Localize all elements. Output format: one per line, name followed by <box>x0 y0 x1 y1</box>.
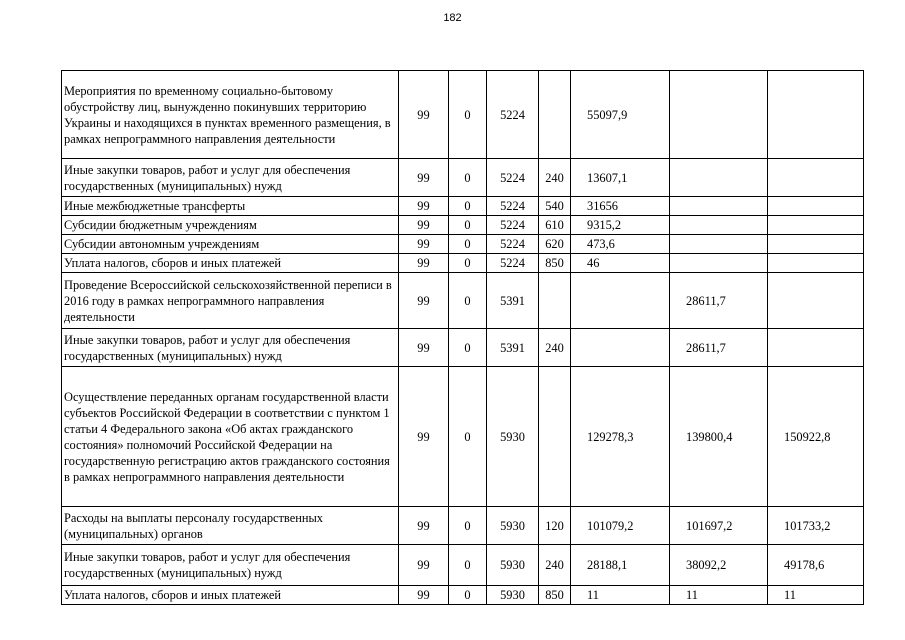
subsection-code-cell: 0 <box>449 367 487 507</box>
expense-type-cell: 850 <box>539 586 571 605</box>
row-name-cell: Уплата налогов, сборов и иных платежей <box>62 586 399 605</box>
amount-col2-cell <box>670 197 768 216</box>
table-row <box>62 197 864 216</box>
table-row <box>62 159 864 197</box>
table-row <box>62 545 864 586</box>
section-code-cell: 99 <box>399 507 449 545</box>
amount-col2-cell <box>670 71 768 159</box>
amount-col3-cell: 11 <box>768 586 864 605</box>
section-code-cell: 99 <box>399 329 449 367</box>
section-code-cell: 99 <box>399 586 449 605</box>
row-name-cell: Уплата налогов, сборов и иных платежей <box>62 254 399 273</box>
expense-type-cell <box>539 367 571 507</box>
subsection-code-cell: 0 <box>449 329 487 367</box>
amount-col3-cell <box>768 197 864 216</box>
subsection-code-cell: 0 <box>449 159 487 197</box>
amount-col1-cell: 31656 <box>571 197 670 216</box>
target-code-cell: 5224 <box>487 254 539 273</box>
expense-type-cell: 120 <box>539 507 571 545</box>
amount-col3-cell: 150922,8 <box>768 367 864 507</box>
amount-col2-cell <box>670 254 768 273</box>
amount-col2-cell: 28611,7 <box>670 329 768 367</box>
target-code-cell: 5224 <box>487 216 539 235</box>
table-row <box>62 216 864 235</box>
row-name-cell: Иные закупки товаров, работ и услуг для обеспечения государственных (муниципальных) нужд <box>62 159 399 197</box>
expense-type-cell <box>539 273 571 329</box>
row-name-cell: Осуществление переданных органам государственной власти субъектов Российской Федерации в соответствии с пунктом 1 статьи 4 Федерального закона «Об актах гражданского состояния» полномочий Российской Федерации на государственную регистрацию актов гражданского состояния в рамках непрограммного направления деятельности <box>62 367 399 507</box>
subsection-code-cell: 0 <box>449 71 487 159</box>
subsection-code-cell: 0 <box>449 254 487 273</box>
target-code-cell: 5224 <box>487 71 539 159</box>
table-row <box>62 71 864 159</box>
subsection-code-cell: 0 <box>449 586 487 605</box>
amount-col3-cell <box>768 159 864 197</box>
section-code-cell: 99 <box>399 216 449 235</box>
table-row <box>62 507 864 545</box>
amount-col1-cell <box>571 273 670 329</box>
amount-col3-cell: 101733,2 <box>768 507 864 545</box>
amount-col3-cell <box>768 71 864 159</box>
expense-type-cell: 610 <box>539 216 571 235</box>
subsection-code-cell: 0 <box>449 197 487 216</box>
subsection-code-cell: 0 <box>449 235 487 254</box>
row-name-cell: Расходы на выплаты персоналу государственных (муниципальных) органов <box>62 507 399 545</box>
expense-type-cell: 620 <box>539 235 571 254</box>
amount-col2-cell: 139800,4 <box>670 367 768 507</box>
row-name-cell: Иные межбюджетные трансферты <box>62 197 399 216</box>
amount-col1-cell: 473,6 <box>571 235 670 254</box>
expense-type-cell: 240 <box>539 329 571 367</box>
section-code-cell: 99 <box>399 367 449 507</box>
page-number: 182 <box>443 12 462 24</box>
amount-col3-cell <box>768 329 864 367</box>
amount-col2-cell <box>670 159 768 197</box>
section-code-cell: 99 <box>399 273 449 329</box>
row-name-cell: Субсидии автономным учреждениям <box>62 235 399 254</box>
table-row <box>62 254 864 273</box>
expense-type-cell <box>539 71 571 159</box>
expense-type-cell: 240 <box>539 545 571 586</box>
amount-col3-cell <box>768 235 864 254</box>
section-code-cell: 99 <box>399 545 449 586</box>
row-name-cell: Субсидии бюджетным учреждениям <box>62 216 399 235</box>
amount-col1-cell: 46 <box>571 254 670 273</box>
table-body <box>62 71 864 605</box>
amount-col1-cell: 28188,1 <box>571 545 670 586</box>
budget-table <box>61 70 864 605</box>
section-code-cell: 99 <box>399 159 449 197</box>
section-code-cell: 99 <box>399 197 449 216</box>
amount-col3-cell <box>768 273 864 329</box>
section-code-cell: 99 <box>399 235 449 254</box>
amount-col1-cell: 101079,2 <box>571 507 670 545</box>
subsection-code-cell: 0 <box>449 545 487 586</box>
target-code-cell: 5930 <box>487 367 539 507</box>
target-code-cell: 5930 <box>487 507 539 545</box>
target-code-cell: 5930 <box>487 545 539 586</box>
expense-type-cell: 850 <box>539 254 571 273</box>
target-code-cell: 5224 <box>487 235 539 254</box>
amount-col2-cell <box>670 235 768 254</box>
table-row <box>62 586 864 605</box>
expense-type-cell: 240 <box>539 159 571 197</box>
subsection-code-cell: 0 <box>449 507 487 545</box>
row-name-cell: Мероприятия по временному социально-бытовому обустройству лиц, вынужденно покинувших территорию Украины и находящихся в пунктах временного размещения, в рамках непрограммного направления деятельности <box>62 71 399 159</box>
table-row <box>62 329 864 367</box>
target-code-cell: 5224 <box>487 159 539 197</box>
target-code-cell: 5224 <box>487 197 539 216</box>
amount-col1-cell: 13607,1 <box>571 159 670 197</box>
table-row <box>62 273 864 329</box>
amount-col1-cell: 129278,3 <box>571 367 670 507</box>
expense-type-cell: 540 <box>539 197 571 216</box>
amount-col2-cell: 101697,2 <box>670 507 768 545</box>
section-code-cell: 99 <box>399 71 449 159</box>
amount-col2-cell: 11 <box>670 586 768 605</box>
amount-col3-cell: 49178,6 <box>768 545 864 586</box>
subsection-code-cell: 0 <box>449 216 487 235</box>
amount-col1-cell: 11 <box>571 586 670 605</box>
table-row <box>62 235 864 254</box>
amount-col2-cell: 28611,7 <box>670 273 768 329</box>
amount-col1-cell: 55097,9 <box>571 71 670 159</box>
target-code-cell: 5391 <box>487 329 539 367</box>
section-code-cell: 99 <box>399 254 449 273</box>
amount-col1-cell: 9315,2 <box>571 216 670 235</box>
table-row <box>62 367 864 507</box>
amount-col2-cell <box>670 216 768 235</box>
amount-col1-cell <box>571 329 670 367</box>
amount-col2-cell: 38092,2 <box>670 545 768 586</box>
target-code-cell: 5930 <box>487 586 539 605</box>
target-code-cell: 5391 <box>487 273 539 329</box>
amount-col3-cell <box>768 254 864 273</box>
row-name-cell: Проведение Всероссийской сельскохозяйственной переписи в 2016 году в рамках непрограммного направления деятельности <box>62 273 399 329</box>
subsection-code-cell: 0 <box>449 273 487 329</box>
row-name-cell: Иные закупки товаров, работ и услуг для обеспечения государственных (муниципальных) нужд <box>62 545 399 586</box>
row-name-cell: Иные закупки товаров, работ и услуг для обеспечения государственных (муниципальных) нужд <box>62 329 399 367</box>
amount-col3-cell <box>768 216 864 235</box>
